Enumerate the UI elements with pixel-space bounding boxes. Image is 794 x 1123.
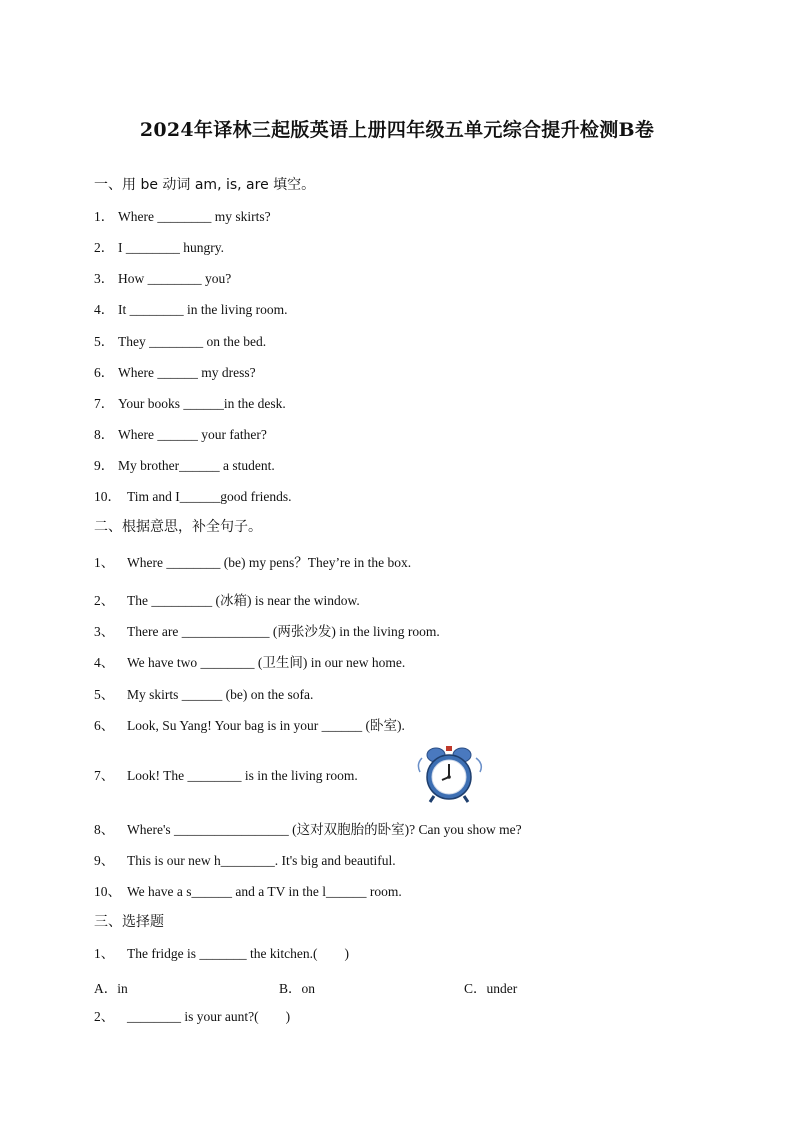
list-item: [94, 883, 402, 901]
section1-heading: 一、用 be 动词 am, is, are 填空。: [94, 177, 316, 193]
list-item: [94, 270, 231, 288]
item-text: The fridge is _______ the kitchen.( ): [127, 946, 349, 961]
item-number: 5．: [94, 334, 115, 349]
item-number: 3．: [94, 271, 115, 286]
item-text: There are _____________ (两张沙发) in the living room.: [127, 624, 440, 639]
item-text: Your books ______in the desk.: [118, 396, 286, 411]
list-item: [94, 623, 440, 641]
item-number: 9、: [94, 853, 115, 868]
item-number: 7．: [94, 396, 115, 411]
item-text: How ________ you?: [118, 271, 232, 286]
item-number: 10．: [94, 489, 121, 504]
list-item: [94, 592, 360, 610]
list-item: [94, 686, 313, 704]
item-text: ________ is your aunt?( ): [127, 1009, 291, 1024]
question-2: [94, 1008, 290, 1026]
option-a: A．in: [94, 981, 128, 996]
item-text: This is our new h________. It's big and beautiful.: [127, 853, 396, 868]
item-number: 1、: [94, 946, 115, 961]
item-number: 6．: [94, 365, 115, 380]
list-item: [94, 654, 405, 672]
list-item: [94, 488, 292, 506]
item-text: My skirts ______ (be) on the sofa.: [127, 687, 314, 702]
item-number: 9．: [94, 458, 115, 473]
item-text: It ________ in the living room.: [118, 302, 288, 317]
item-text: We have a s______ and a TV in the l______ room.: [127, 884, 402, 899]
list-item: [94, 852, 396, 870]
item-text: I ________ hungry.: [118, 240, 224, 255]
item-number: 10、: [94, 884, 121, 899]
list-item: [94, 821, 522, 839]
alarm-clock-icon: [414, 744, 490, 804]
item-number: 2、: [94, 593, 115, 608]
item-text: My brother______ a student.: [118, 458, 275, 473]
item-number: 2、: [94, 1009, 115, 1024]
item-number: 1、: [94, 555, 115, 570]
item-number: 4、: [94, 655, 115, 670]
item-text: The _________ (冰箱) is near the window.: [127, 593, 360, 608]
item-text: They ________ on the bed.: [118, 334, 267, 349]
item-number: 8、: [94, 822, 115, 837]
item-text: We have two ________ (卫生间) in our new home.: [127, 655, 406, 670]
page-title: 2024年译林三起版英语上册四年级五单元综合提升检测B卷: [139, 119, 655, 141]
item-number: 1．: [94, 209, 115, 224]
item-number: 5、: [94, 687, 115, 702]
list-item: [94, 301, 288, 319]
list-item: [94, 208, 271, 226]
list-item: [94, 426, 267, 444]
list-item: [94, 767, 358, 785]
list-item: [94, 239, 224, 257]
list-item: [94, 333, 266, 351]
option-c: C．under: [464, 981, 518, 996]
item-text: Tim and I______good friends.: [127, 489, 292, 504]
item-number: 6、: [94, 718, 115, 733]
list-item: [94, 364, 256, 382]
item-number: 4．: [94, 302, 115, 317]
item-text: Where ________ my skirts?: [118, 209, 271, 224]
item-number: 7、: [94, 768, 115, 783]
section2-heading: 二、根据意思，补全句子。: [94, 519, 262, 535]
item-number: 3、: [94, 624, 115, 639]
item-number: 2．: [94, 240, 115, 255]
item-text: Look, Su Yang! Your bag is in your ______ (卧室).: [127, 718, 405, 733]
list-item: [94, 395, 286, 413]
item-text: Look! The ________ is in the living room.: [127, 768, 358, 783]
item-text: Where ______ my dress?: [118, 365, 256, 380]
option-b: B．on: [279, 981, 316, 996]
item-number: 8．: [94, 427, 115, 442]
item-text: Where ______ your father?: [118, 427, 267, 442]
list-item: [94, 717, 405, 735]
question-1: [94, 945, 349, 963]
list-item: [94, 457, 275, 475]
item-text: Where's _________________ (这对双胞胎的卧室)? Can you show me?: [127, 822, 522, 837]
list-item: [94, 554, 411, 572]
section3-heading: 三、选择题: [94, 914, 164, 930]
item-text: Where ________ (be) my pens？They’re in the box.: [127, 555, 412, 570]
